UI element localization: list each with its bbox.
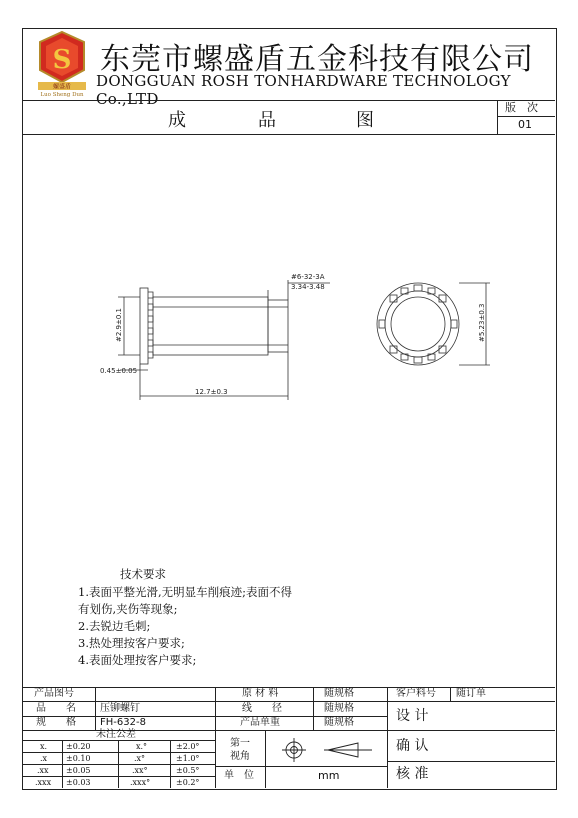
requirement-line-2: 有划伤,夹伤等现象; (78, 602, 178, 616)
logo-cn: 螺盛盾 (52, 83, 72, 91)
requirement-line-3: 2.去锐边毛刺; (78, 619, 151, 633)
wire-label: 线 径 (242, 703, 282, 714)
end-view-inner (391, 297, 445, 351)
thread-length-label: 3.34-3.48 (291, 283, 325, 291)
tol-r1-c4: ±2.0° (176, 742, 200, 751)
version-value: 01 (518, 118, 532, 131)
tol-r4-c4: ±0.2° (176, 778, 200, 787)
angle-label-1: 第一 (230, 738, 250, 749)
confirm-label: 确 认 (396, 738, 429, 754)
version-label: 版 次 (505, 101, 538, 114)
weight-label: 产品单重 (240, 717, 280, 728)
tol-r3-c4: ±0.5° (176, 766, 200, 775)
knurl-teeth (148, 292, 153, 358)
unit-value: mm (318, 769, 340, 782)
approve-label: 核 准 (396, 766, 429, 782)
thread-spec-label: #6-32-3A (291, 273, 325, 281)
tol-r4-c3: .xxx° (130, 778, 151, 787)
title-char-1: 成 (168, 110, 186, 131)
spec-label: 规 格 (36, 717, 76, 728)
length-label: 12.7±0.3 (195, 388, 228, 396)
company-name-cn: 东莞市螺盛盾五金科技有限公司 (100, 42, 534, 77)
tol-r1-c2: ±0.20 (66, 742, 91, 751)
unit-label: 单 位 (224, 770, 254, 781)
weight-value: 随规格 (324, 717, 354, 728)
product-no-label: 产品图号 (34, 688, 74, 699)
tol-r1-c1: x. (40, 742, 48, 751)
tol-r3-c2: ±0.05 (66, 766, 91, 775)
title-char-3: 图 (356, 110, 374, 131)
tol-r3-c3: .xx° (132, 766, 148, 775)
requirement-line-4: 3.热处理按客户要求; (78, 636, 185, 650)
customer-label: 客户料号 (396, 688, 436, 699)
tol-r2-c2: ±0.10 (66, 754, 91, 763)
head-thickness-label: 0.45±0.05 (100, 367, 138, 375)
tolerance-title: 未注公差 (96, 729, 136, 740)
customer-value: 随订单 (456, 688, 486, 699)
thread-section (268, 300, 288, 352)
left-diameter-label: #2.9±0.1 (115, 308, 123, 342)
name-value: 压铆螺钉 (100, 703, 140, 714)
material-value: 随规格 (324, 688, 354, 699)
tol-r3-c1: .xx (37, 766, 49, 775)
tol-r2-c1: .x (40, 754, 48, 763)
end-view-outer (377, 283, 459, 365)
shank-body (153, 297, 268, 355)
requirements-heading: 技术要求 (120, 567, 166, 581)
right-diameter-label: #5.23±0.3 (478, 303, 486, 342)
tol-r2-c3: .x° (134, 754, 146, 763)
requirement-line-5: 4.表面处理按客户要求; (78, 653, 197, 667)
wire-value: 随规格 (324, 703, 354, 714)
tol-r4-c1: .xxx (35, 778, 52, 787)
company-name-en: DONGGUAN ROSH TONHARDWARE TECHNOLOGY Co.,LTD (96, 72, 511, 108)
logo-en: Luo Sheng Dun (40, 92, 84, 98)
material-label: 原 材 料 (242, 688, 279, 699)
requirement-line-1: 1.表面平整光滑,无明显车削痕迹;表面不得 (78, 585, 293, 599)
design-label: 设 计 (396, 708, 429, 724)
logo-letter: S (52, 45, 72, 75)
title-char-2: 品 (258, 110, 276, 131)
tol-r4-c2: ±0.03 (66, 778, 91, 787)
head-flange (140, 288, 148, 364)
spec-value: FH-632-8 (100, 717, 146, 728)
tol-r2-c4: ±1.0° (176, 754, 200, 763)
tol-r1-c3: x.° (136, 742, 148, 751)
name-label: 品 名 (36, 703, 76, 714)
angle-label-2: 视角 (230, 751, 250, 762)
projection-symbol-icon (276, 736, 382, 764)
